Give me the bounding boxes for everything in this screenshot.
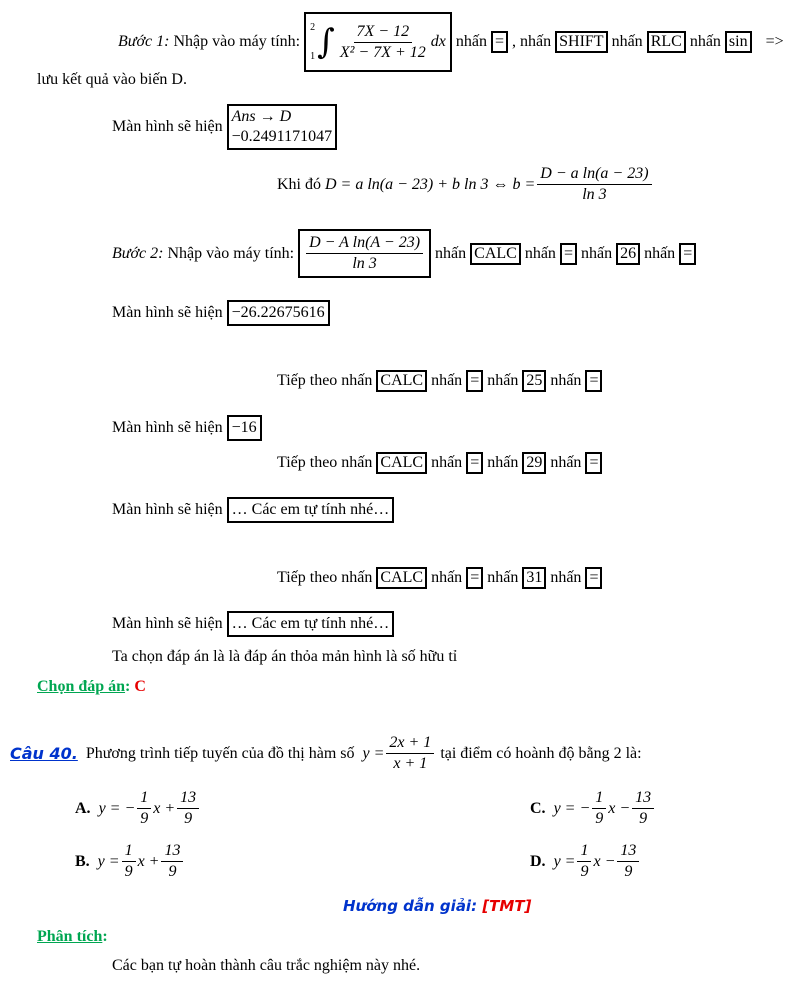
coef-den: 9 [168,863,177,880]
option-a[interactable] [75,788,201,829]
integral-upper: 2 [310,22,316,33]
coef-num: 13 [617,841,639,862]
hint-heading [343,897,531,915]
calc-screen-2: −26.22675616 [227,300,330,326]
option-label: D. [530,852,546,870]
coef-den: 9 [580,863,589,880]
integral-numerator: 7X − 12 [354,22,413,43]
key-shift: SHIFT [555,31,607,53]
calc-screen-5: … Các em tự tính nhé… [227,611,395,637]
integral-limits [310,22,315,62]
khi-do-numerator: D − a ln(a − 23) [537,164,651,185]
analysis-label: Phân tích [37,928,103,945]
step1-label: Bước 1: [118,33,170,50]
store-text: lưu kết quả vào biến D. [37,71,187,88]
integral-fraction [337,22,429,63]
option-mid: x − [593,852,616,870]
screen2-line [112,300,330,326]
screen1-label: Màn hình sẽ hiện [112,118,223,135]
screen1-line [112,104,337,150]
press-text: nhấn [487,569,519,586]
key-equals: = [491,31,508,53]
next-text: Tiếp theo nhấn [277,454,373,471]
screen2-label: Màn hình sẽ hiện [112,304,223,321]
key-31: 31 [522,567,546,589]
option-b[interactable] [75,841,185,882]
khi-do-prefix: Khi đó [277,175,321,193]
step1-text: Nhập vào máy tính: [173,33,301,50]
coef-num: 1 [137,788,151,809]
key-equals: = [585,452,602,474]
key-calc: CALC [376,370,427,392]
trial3-line [277,567,606,589]
key-sin: sin [725,31,752,53]
key-29: 29 [522,452,546,474]
coef-num: 13 [161,841,183,862]
press-text: nhấn [580,244,613,262]
key-equals: = [560,243,577,265]
khi-do-line [277,164,654,205]
hint-text: Hướng dẫn giải: [343,897,478,915]
option-coef2 [617,841,639,882]
coef-den: 9 [595,810,604,827]
option-coef1 [577,841,591,882]
press-text: nhấn [689,33,721,50]
answer-label: Chọn đáp án [37,678,126,695]
next-text: Tiếp theo nhấn [277,569,373,586]
step2-fraction [306,233,423,274]
function-fraction [386,733,434,774]
option-expr: y = − [553,799,591,817]
coef-den: 9 [639,810,648,827]
key-rlc: RLC [647,31,686,53]
question-text: Phương trình tiếp tuyến của đồ thị hàm số [85,744,355,762]
option-expr: y = − [98,799,136,817]
option-coef1 [137,788,151,829]
option-label: B. [75,852,90,870]
step2-label: Bước 2: [112,244,164,262]
option-coef1 [592,788,606,829]
press-text: , nhấn [512,33,552,50]
calc-screen-1 [227,104,337,150]
trial1-line [277,370,606,392]
coef-num: 13 [632,788,654,809]
analysis-text: Các bạn tự hoàn thành câu trắc nghiệm này nhé. [112,957,421,974]
option-expr: y = [553,852,576,870]
calc-screen-3: −16 [227,415,262,441]
screen1-line2: −0.2491171047 [231,128,333,145]
key-calc: CALC [376,567,427,589]
press-text: nhấn [431,454,463,471]
coef-den: 9 [124,863,133,880]
press-text: nhấn [524,244,556,262]
integral-lower: 1 [310,51,316,62]
press-text: nhấn [435,244,467,262]
key-equals: = [466,567,483,589]
integral-dx: dx [430,33,446,50]
option-coef2 [177,788,199,829]
screen-label: Màn hình sẽ hiện [112,419,223,436]
key-25: 25 [522,370,546,392]
coef-den: 9 [140,810,149,827]
coef-den: 9 [184,810,193,827]
press-text: nhấn [455,33,487,50]
function-numerator: 2x + 1 [386,733,434,754]
khi-do-denominator: ln 3 [582,186,607,203]
answer-colon: : [125,678,131,695]
coef-num: 1 [122,841,136,862]
integral-denominator: X² − 7X + 12 [339,43,426,61]
analysis-heading [37,928,108,946]
step2-expression-box [298,229,431,278]
answer-line [37,678,146,696]
step1-line [118,12,784,72]
press-text: nhấn [431,569,463,586]
press-text: nhấn [487,454,519,471]
coef-num: 13 [177,788,199,809]
option-coef2 [161,841,183,882]
function-lhs: y = [362,744,385,762]
option-mid: x − [608,799,631,817]
press-text: nhấn [487,372,519,389]
key-calc: CALC [376,452,427,474]
integral-box [304,12,452,72]
next-text: Tiếp theo nhấn [277,372,373,389]
key-calc: CALC [470,243,521,265]
integral-sign: ∫ [317,22,335,62]
analysis-colon: : [102,928,108,945]
option-label: A. [75,799,91,817]
question-number: Câu 40. [10,744,78,763]
screen1-line1: Ans → D [231,108,292,125]
key-equals: = [585,370,602,392]
question40-line [10,733,642,774]
option-d[interactable] [530,841,641,882]
screen-label: Màn hình sẽ hiện [112,501,223,518]
answer-value: C [134,678,146,695]
option-label: C. [530,799,546,817]
calc-screen-4: … Các em tự tính nhé… [227,497,395,523]
trial1-screen-line [112,415,262,441]
conclusion-text: Ta chọn đáp án là là đáp án thỏa mản hình là số hữu tỉ [112,648,458,665]
coef-num: 1 [577,841,591,862]
key-equals: = [585,567,602,589]
key-equals: = [679,243,696,265]
option-c[interactable] [530,788,656,829]
option-expr: y = [97,852,120,870]
trial3-screen-line [112,611,394,637]
trial2-line [277,452,606,474]
option-coef1 [122,841,136,882]
option-coef2 [632,788,654,829]
press-text: nhấn [550,454,582,471]
step2-numerator: D − A ln(A − 23) [306,233,423,254]
trial2-screen-line [112,497,394,523]
press-text: nhấn [611,33,643,50]
screen-label: Màn hình sẽ hiện [112,615,223,632]
step2-line [112,229,700,278]
step2-text: Nhập vào máy tính: [167,244,295,262]
khi-do-formula: D = a ln(a − 23) + b ln 3 ⇔ b = [325,175,536,193]
option-mid: x + [137,852,160,870]
coef-num: 1 [592,788,606,809]
function-denominator: x + 1 [393,755,428,772]
press-text: nhấn [644,244,676,262]
question-text-after: tại điểm có hoành độ bằng 2 là: [440,744,642,762]
key-equals: = [466,452,483,474]
arrow: => [765,33,784,50]
key-26: 26 [616,243,640,265]
press-text: nhấn [431,372,463,389]
khi-do-fraction [537,164,651,205]
key-equals: = [466,370,483,392]
hint-tag: [TMT] [482,897,532,915]
press-text: nhấn [550,569,582,586]
coef-den: 9 [624,863,633,880]
option-mid: x + [153,799,176,817]
step2-denominator: ln 3 [352,255,377,272]
press-text: nhấn [550,372,582,389]
